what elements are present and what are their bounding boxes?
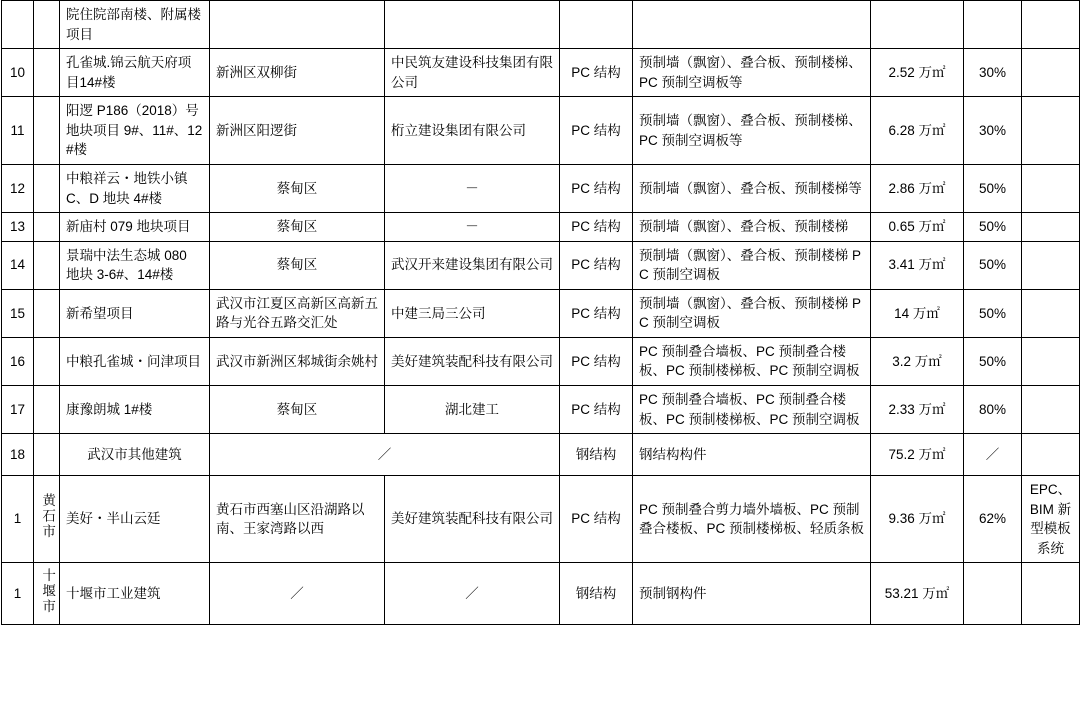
row-project-name: 十堰市工业建筑 [60,563,210,625]
row-company: ／ [385,563,560,625]
row-area: 6.28 万㎡ [871,97,964,165]
row-index: 14 [2,241,34,289]
row-city [34,49,60,97]
row-area: 14 万㎡ [871,289,964,337]
row-project-name: 阳逻 P186（2018）号地块项目 9#、11#、12#楼 [60,97,210,165]
row-address: 新洲区阳逻街 [210,97,385,165]
row-note [1022,337,1080,385]
row-technology: 预制墙（飘窗）、叠合板、预制楼梯 PC 预制空调板 [633,241,871,289]
row-index: 10 [2,49,34,97]
row-index: 15 [2,289,34,337]
row-company: 美好建筑装配科技有限公司 [385,476,560,563]
row-index [2,1,34,49]
row-project-name: 孔雀城.锦云航天府项目14#楼 [60,49,210,97]
row-structure: PC 结构 [560,241,633,289]
row-structure: PC 结构 [560,476,633,563]
row-city [34,97,60,165]
row-area: 3.41 万㎡ [871,241,964,289]
row-rate [964,563,1022,625]
row-note [1022,386,1080,434]
row-note [1022,49,1080,97]
table-row [2,386,1080,434]
row-company: 湖北建工 [385,386,560,434]
row-project-name: 新希望项目 [60,289,210,337]
row-note [1022,289,1080,337]
row-area: 3.2 万㎡ [871,337,964,385]
row-project-name: 武汉市其他建筑 [60,434,210,476]
row-company: 中建三局三公司 [385,289,560,337]
row-area: 53.21 万㎡ [871,563,964,625]
row-technology: 预制钢构件 [633,563,871,625]
row-technology: 预制墙（飘窗）、叠合板、预制楼梯等 [633,164,871,212]
row-address: 武汉市新洲区邾城街余姚村 [210,337,385,385]
row-address: 蔡甸区 [210,241,385,289]
row-address: ／ [210,563,385,625]
row-rate [964,1,1022,49]
row-project-name: 景瑞中法生态城 080 地块 3-6#、14#楼 [60,241,210,289]
row-note [1022,241,1080,289]
row-technology: 预制墙（飘窗）、叠合板、预制楼梯 [633,213,871,242]
row-structure: PC 结构 [560,386,633,434]
row-city [34,1,60,49]
row-address: 蔡甸区 [210,386,385,434]
row-company: 中民筑友建设科技集团有限公司 [385,49,560,97]
row-index: 12 [2,164,34,212]
row-address: 蔡甸区 [210,213,385,242]
row-area: 0.65 万㎡ [871,213,964,242]
row-structure: PC 结构 [560,213,633,242]
row-technology: 预制墙（飘窗）、叠合板、预制楼梯、PC 预制空调板等 [633,49,871,97]
row-index: 18 [2,434,34,476]
table-row [2,289,1080,337]
row-rate: 62% [964,476,1022,563]
table-row [2,49,1080,97]
row-technology: 预制墙（飘窗）、叠合板、预制楼梯、PC 预制空调板等 [633,97,871,165]
row-index: 1 [2,563,34,625]
row-project-name: 康豫朗城 1#楼 [60,386,210,434]
row-rate: 50% [964,241,1022,289]
row-rate: 80% [964,386,1022,434]
row-note: EPC、BIM 新型模板系统 [1022,476,1080,563]
city-label-vertical: 十堰市 [40,567,56,615]
city-label-vertical: 黄石市 [40,493,56,540]
row-structure: PC 结构 [560,49,633,97]
table-row [2,97,1080,165]
row-city [34,563,60,625]
table-row [2,241,1080,289]
table-row [2,563,1080,625]
row-technology: 钢结构构件 [633,434,871,476]
row-note [1022,213,1080,242]
table-row [2,476,1080,563]
row-rate: 50% [964,289,1022,337]
row-project-name: 新庙村 079 地块项目 [60,213,210,242]
table-row [2,164,1080,212]
row-note [1022,164,1080,212]
row-company: 武汉开来建设集团有限公司 [385,241,560,289]
row-area: 2.52 万㎡ [871,49,964,97]
row-address: 武汉市江夏区高新区高新五路与光谷五路交汇处 [210,289,385,337]
row-city [34,164,60,212]
table-row [2,337,1080,385]
row-area: 9.36 万㎡ [871,476,964,563]
row-structure: 钢结构 [560,563,633,625]
row-structure: PC 结构 [560,164,633,212]
row-address: 黄石市西塞山区沿湖路以南、王家湾路以西 [210,476,385,563]
row-area: 75.2 万㎡ [871,434,964,476]
row-technology: 预制墙（飘窗）、叠合板、预制楼梯 PC 预制空调板 [633,289,871,337]
row-rate: 50% [964,213,1022,242]
row-note [1022,1,1080,49]
row-city [34,434,60,476]
row-city [34,337,60,385]
row-city [34,241,60,289]
row-structure: PC 结构 [560,97,633,165]
row-address: ／ [210,434,560,476]
row-area [871,1,964,49]
row-project-name: 中粮祥云・地铁小镇 C、D 地块 4#楼 [60,164,210,212]
row-company: － [385,213,560,242]
table-row [2,434,1080,476]
row-rate: 30% [964,97,1022,165]
projects-table [1,0,1080,625]
row-note [1022,563,1080,625]
row-structure: PC 结构 [560,337,633,385]
row-technology: PC 预制叠合墙板、PC 预制叠合楼板、PC 预制楼梯板、PC 预制空调板 [633,337,871,385]
row-city [34,289,60,337]
row-index: 17 [2,386,34,434]
row-address: 新洲区双柳街 [210,49,385,97]
row-structure: 钢结构 [560,434,633,476]
row-area: 2.86 万㎡ [871,164,964,212]
row-city [34,386,60,434]
row-city [34,213,60,242]
row-city [34,476,60,563]
row-rate: 50% [964,337,1022,385]
row-rate: 30% [964,49,1022,97]
row-rate: 50% [964,164,1022,212]
row-company: － [385,164,560,212]
table-row [2,213,1080,242]
row-note [1022,97,1080,165]
row-project-name: 美好・半山云廷 [60,476,210,563]
row-structure: PC 结构 [560,289,633,337]
row-project-name: 院住院部南楼、附属楼项目 [60,1,210,49]
row-address: 蔡甸区 [210,164,385,212]
row-company: 桁立建设集团有限公司 [385,97,560,165]
row-technology: PC 预制叠合墙板、PC 预制叠合楼板、PC 预制楼梯板、PC 预制空调板 [633,386,871,434]
row-index: 16 [2,337,34,385]
row-index: 11 [2,97,34,165]
row-note [1022,434,1080,476]
row-area: 2.33 万㎡ [871,386,964,434]
row-company: 美好建筑装配科技有限公司 [385,337,560,385]
row-company [385,1,560,49]
row-index: 13 [2,213,34,242]
table-row [2,1,1080,49]
row-technology: PC 预制叠合剪力墙外墙板、PC 预制叠合楼板、PC 预制楼梯板、轻质条板 [633,476,871,563]
row-rate: ／ [964,434,1022,476]
row-index: 1 [2,476,34,563]
row-technology [633,1,871,49]
row-project-name: 中粮孔雀城・问津项目 [60,337,210,385]
row-address [210,1,385,49]
row-structure [560,1,633,49]
